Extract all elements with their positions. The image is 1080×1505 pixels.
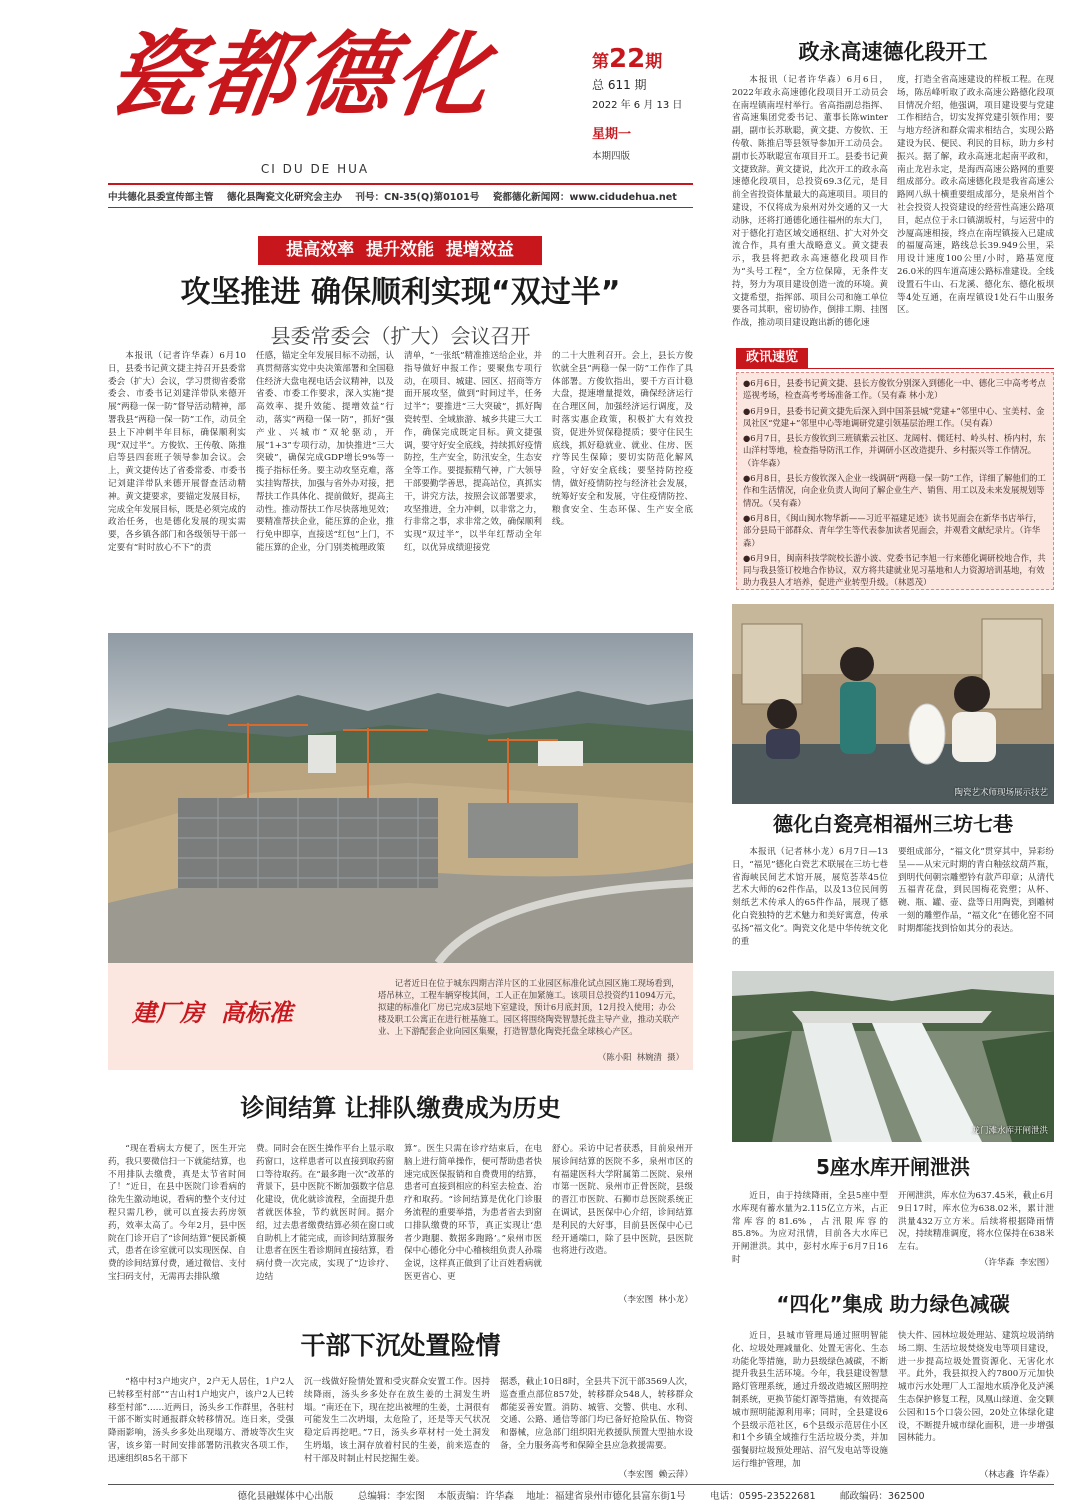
clinic-column-2: 费。同时会在医生操作平台上显示取药窗口，这样患者可以直接到取药窗口等待取药。在“最多跑一次”改革的背景下，县中医院不断加强数字信息化建设，优化就诊流程，全面提升患者就医体验，节约就医时间。据介绍，过去患者缴费结算必须在窗口或自助机上才能完成，而诊间结算服务让患者在医生看诊期间直接结算，看病付费一次完成，实现了“边诊疗、边结 bbox=[256, 1144, 394, 1282]
brief-item: ●6月9日，闽南科技学院校长游小波、党委书记李旭一行来德化调研校地合作，共同与我县签订校地合作协议，双方将共建就业见习基地和人力资源培训基地，有效助力我县人才培养，促进产业转型升级。（林恩茂） bbox=[743, 552, 1046, 588]
reservoir-photo-caption: 龙门滩水库开闸泄洪 bbox=[971, 1126, 1048, 1136]
reservoir-headline: 5座水库开闸泄洪 bbox=[816, 1155, 970, 1179]
reservoir-photo bbox=[732, 971, 1054, 1142]
reservoir-credit: （许华森 李宏图） bbox=[979, 1258, 1054, 1268]
masthead-pinyin: CI DU DE HUA bbox=[260, 162, 370, 176]
ceramic-column-2: 要组成部分，“福文化”贯穿其中，异彩纷呈——从宋元时期的青白釉弦纹葫芦瓶，到明代何朝宗雕塑钤有款芦印章；从清代五福青花盘，到民国梅花瓷塑；从杯、碗、瓶、罐、壶、盘等日用陶瓷，到雕树一刻的雕塑作品，“福文化”在德化窑不同时期都能找到恰如其分的表达。 bbox=[898, 847, 1054, 934]
issue-suffix: 期 bbox=[645, 52, 663, 72]
reservoir-column-1: 近日，由于持续降雨，全县5座中型水库现有蓄水量为2.115亿立方米，占正常库容的81.6%，占汛限库容的85.8%。为应对汛情，目前各大水库已开闸泄洪。其中，彭村水库于6月7日16时 bbox=[732, 1191, 888, 1265]
lead-column-4: 的二十大胜利召开。会上，县长方俊钦就全县“两稳一保一防”工作作了具体部署。方俊钦指出，要千方百计稳大盘，提速增量提效，确保经济运行在合理区间，加强经济运行调度，及时落实惠企政策，积极扩大有效投资，促进外贸保稳提质；要守住民生底线，抓好稳就业、就业、住房、医疗等民生保障；要切实防范化解风险，守好安全底线；要坚持防控疫情，做好疫情防控与经济社会发展，统筹好安全和发展，守住疫情防控、粮食安全、生态环保、生产安全底线。 bbox=[552, 351, 693, 528]
brief-title: 政讯速览 bbox=[736, 348, 808, 368]
footer-text: 德化县融媒体中心出版 总编辑：李宏图 本版责编：许华森 地址：福建省泉州市德化县富东街1号 电话：0595-23522681 邮政编码：362500 bbox=[237, 1491, 925, 1502]
ceramic-photo bbox=[732, 604, 1054, 804]
brief-item: ●6月9日，县委书记黄文捷先后深入到中国茶县城“党建+”邻里中心、宝美村、金凤社区“党建+”邻里中心等地调研党建引领基层治理工作。（吴有森） bbox=[743, 405, 1045, 428]
photo-caption-text: 记者近日在位于城东四期吉洋片区的工业园区标准化试点园区施工现场看到，塔吊林立，工程车辆穿梭其间，工人正在加紧施工。该项目总投资约11094万元，拟建的标准化厂房已完成3层地下室建设，预计6月底封顶，12月投入使用；办公楼及职工公寓正在进行桩基施工。园区将围绕陶瓷智慧托盘主导产业，推动关联产业、上下游配套企业向园区集聚，打造智慧化陶瓷托盘全球核心产区。 bbox=[378, 978, 682, 1036]
lead-column-2: 任感，锚定全年发展目标不动摇，认真贯彻落实党中央决策部署和全国稳住经济大盘电视电话会议精神，以及省委、市委工作要求，深入实施“提高效率、提升效能、提增效益”行动，落实“两稳一保一防”，抓好“强产业、兴城市”双轮驱动，开展“1+3”专项行动，加快推进“三大突破”，确保完成GDP增长9%等一揽子指标任务。要主动攻坚克难，落实挂钩帮扶，加强与省外办对接，把帮扶工作具体化、提前做好，提高主动性。推动帮扶工作尽快落地见效；要精准帮扶企业，能压算的企业，推行免申即享，直接送“红包”上门，不能压算的企业，分门别类梳理政策 bbox=[256, 351, 394, 553]
lead-subhead: 县委常委会（扩大）会议召开 bbox=[270, 324, 531, 348]
ceramic-headline: 德化白瓷亮相福州三坊七巷 bbox=[773, 812, 1013, 836]
total-issue: 总 611 期 bbox=[592, 78, 647, 92]
masthead-logo-text: 瓷都德化 bbox=[100, 21, 500, 129]
weekday: 星期一 bbox=[592, 127, 632, 142]
reservoir-illustration bbox=[732, 971, 1054, 1142]
cadre-credit: （李宏图 赖云萍） bbox=[618, 1470, 693, 1480]
clinic-column-3: 算”。医生只需在诊疗结束后，在电脑上进行简单操作，便可帮助患者快速完成医保报销和自费费用的结算，患者可直接到相应的科室去检查、治疗和取药。“诊间结算是优化门诊服务流程的重要举措，为患者省去到窗口排队缴费的环节，真正实现让‘患者少跑腿、数据多跑路’。”泉州市医保中心德化分中心稽核组负责人孙瑞金说，这样真正做到了让百姓看病就医更省心、更 bbox=[404, 1144, 542, 1282]
green-headline: “四化”集成 助力绿色减碳 bbox=[776, 1292, 1010, 1316]
clinic-credit: （李宏图 林小龙） bbox=[618, 1295, 693, 1305]
lead-headline: 攻坚推进 确保顺利实现“双过半” bbox=[180, 275, 621, 310]
reservoir-column-2: 开闸泄洪，库水位为637.45米，截止6月9日17时，库水位为638.02米，累计泄洪量432万立方米。后续将根据降雨情况，持续精准调度，将水位保持在638米左右。 bbox=[898, 1191, 1054, 1253]
issue-prefix: 第 bbox=[592, 52, 609, 72]
issue-number: 22 bbox=[609, 44, 646, 74]
lead-column-3: 清单，“一张纸”精准推送给企业，并指导做好申报工作；要聚焦专项行动，在项目、城建、园区、招商等方面开展攻坚，做到“时间过半，任务过半”；要推进“三大突破”，抓好陶瓷转型、全域旅游、城乡共建三大工作，确保完成既定目标。黄文捷强调，要守好安全底线，持续抓好疫情防控，生产安全，防汛安全，生态安全等工作。要提振精气神，广大领导干部要勤学善思，提高站位，真抓实干，讲究方法，按照会议部署要求，攻坚推进，全力冲刺，以非常之力，行非常之事，求非常之效，确保顺利实现“双过半”，以半年红帮动全年红，以优异成绩迎接党 bbox=[404, 351, 542, 553]
photo-caption-box bbox=[108, 963, 693, 1070]
cadre-column-3: 据悉，截止10日8时，全县共下沉干部3569人次，巡查重点部位857处，转移群众548人，转移群众都能妥善安置。消防、城管、交警、供电、水利、交通、公路、通信等部门均已备好抢险队伍、物资和器械，应急部门组织阳光救援队预置大型抽水设备，全力服务高考和保障全县应急救援需要。 bbox=[500, 1377, 693, 1451]
masthead-logo bbox=[100, 20, 538, 130]
highway-headline: 政永高速德化段开工 bbox=[798, 40, 988, 64]
ceramic-photo-caption: 陶瓷艺术师现场展示技艺 bbox=[954, 788, 1048, 798]
lead-column-1: 本报讯（记者许华森）6月10日，县委书记黄文捷主持召开县委常委会（扩大）会议，学习贯彻省委常委会、市委书记刘建洋带队来德开展“两稳一保一防”督导活动精神，部署我县“两稳一保一防”工作，动员全县上下冲刺半年目标，确保顺利实现“双过半”。方俊钦、王传敬、陈推启等县四套班子领导参加会议。会上，黄文捷传达了省委常委、市委书记刘建洋带队来德开展督查活动精神。黄文捷要求，要锚定发展目标，完成全年发展目标，既是必须完成的政治任务，也是德化发展的现实需要，各乡镇各部门和各级领导干部一定要有“时时放心不下”的责 bbox=[108, 351, 246, 553]
construction-illustration bbox=[108, 633, 693, 963]
masthead-rule-bottom bbox=[108, 207, 693, 208]
construction-photo bbox=[108, 633, 693, 963]
clinic-column-1: “现在看病太方便了，医生开完药，我只要微信扫一下就能结算，也不用排队去缴费，真是太节省时间了！”近日，在县中医院门诊看病的徐先生激动地说，看病的整个支付过程只需几秒，就可以直接去药房领药，效率太高了。今年2月，县中医院在门诊开启了“诊间结算”便民新模式，患者在诊室就可以实现医保、自费的诊间结算付费，通过微信、支付宝扫码支付，无需再去排队缴 bbox=[108, 1144, 246, 1282]
issue-block bbox=[592, 44, 702, 162]
green-column-1: 近日，县城市管理局通过照明智能化、垃圾处理减量化、处置无害化、生态功能化等措施，助力县级绿色减碳，不断提升我县生活环境。今年，我县建设智慧路灯管理系统，通过升级改造城区照明控制系统，更换节能灯源等措施，有效提高城市照明能源利用率；同时，全县建设6个县级示范社区，6个县级示范居住小区和1个乡镇全域推行生活垃圾分类，并加强餐厨垃圾预处理站、沼气发电站等设施运行维护管理，加 bbox=[732, 1331, 888, 1469]
highway-column-2: 度，打造全省高速建设的样板工程。在现场，陈岳峰听取了政永高速公路德化段项目情况介绍，他强调，项目建设要与党建工作相结合，切实发挥党建引领作用；要与地方经济和群众需求相结合，实现公路建设为民、便民、利民的目标，助力乡村振兴。据了解，政永高速北起南平政和，南止龙岩永定，是海西高速公路网的重要组成部分。政永高速德化段是我省高速公路网八纵十横重要组成部分，是泉州首个社会投资人投资建设的经营性高速公路项目，起点位于永口镇湖坂村，与运营中的沙厦高速相接，终点在南埕镇接入已建成的福厦高速，路线总长39.949公里，采用设计速度100公里/小时，路基宽度26.0米的四车道高速公路标准建设。全线设置石牛山、石龙溪、德化东、德化板坝等4处互通，在南埕镇设1处石牛山服务区。 bbox=[897, 75, 1054, 316]
photo-caption-credit: （陈小阳 林婉清 摄） bbox=[597, 1052, 684, 1062]
brief-item: ●6月8日，《闽山闽水物华新——习近平福建足迹》读书见面会在新华书店举行，部分县局干部群众、青年学生等代表参加读者见面会，并观看文献纪录片。（许华森） bbox=[743, 512, 1042, 548]
brief-item: ●6月8日，县长方俊钦深入企业一线调研“两稳一保一防”工作，详细了解他们的工作和生活情况，向企业负责人询问了解企业生产、销售、用工以及未来发展规划等情况。（吴有森） bbox=[743, 473, 1046, 508]
photo-caption-title: 建厂房 高标准 bbox=[132, 998, 293, 1027]
masthead-rule-top bbox=[108, 183, 693, 185]
ceramic-illustration bbox=[732, 604, 1054, 804]
lead-banner: 提高效率 提升效能 提增效益 bbox=[258, 236, 542, 265]
brief-rule bbox=[736, 368, 1054, 369]
green-credit: （林志鑫 许华森） bbox=[979, 1470, 1054, 1480]
brief-box bbox=[732, 346, 1054, 592]
masthead-info-line: 中共德化县委宣传部主管 德化县陶瓷文化研究会主办 刊号：CN-35(Q)第0101号 瓷都德化新闻网：www.cidudehua.net bbox=[108, 192, 677, 203]
clinic-headline: 诊间结算 让排队缴费成为历史 bbox=[240, 1094, 561, 1122]
cadre-headline: 干部下沉处置险情 bbox=[300, 1331, 501, 1360]
footer-rule bbox=[108, 1484, 1054, 1485]
brief-item: ●6月7日，县长方俊钦到三班镇紫云社区、龙阔村、儒廷村、岭头村、桥内村，东山洋村等地，检查指导防汛工作，并调研小区改造提升、乡村振兴等工作情况。（许华森） bbox=[743, 433, 1046, 468]
brief-item: ●6月6日，县委书记黄文捷、县长方俊钦分别深入到德化一中、德化三中高考考点巡视考场，检查高考考场准备工作。（吴有森 林小龙） bbox=[743, 378, 1046, 401]
ceramic-column-1: 本报讯（记者林小龙）6月7日—13日，“福见”德化白瓷艺术联展在三坊七巷省海峡民间艺术馆开展，展览荟萃45位艺术大师的62件作品，以及13位民间剪刻纸艺术传承人的65件作品，展现了德化白瓷独特的艺术魅力和美好寓意，传承弘扬“福文化”。陶瓷文化是中华传统文化的重 bbox=[732, 847, 888, 947]
cadre-column-2: 沉一线做好险情处置和受灾群众安置工作。因持续降雨，汤头乡多处存在放生姜的土洞发生坍塌。“南还在下，现在挖出被埋的生姜，土洞很有可能发生二次坍塌，太危险了，还是等天气状况稳定后再挖吧。”7日，汤头乡草材村一处土洞发生坍塌，该土洞存放着村民的生姜，前来巡查的村干部及时制止村民挖掘生姜。 bbox=[304, 1377, 490, 1464]
cadre-column-1: “格中村3户地灾户，2户无人居住，1户2人已转移至村部”“吉山村1户地灾户，该户2人已转移至村部”……近两日，汤头乡工作群里，各驻村干部不断实时通报群众转移情况。连日来，受强降雨影响，汤头乡多处出现塌方、滑坡等次生灾害，该乡第一时间安排部署防汛救灾各项工作，迅速组织85名干部下 bbox=[108, 1377, 294, 1464]
edition: 本期四版 bbox=[592, 151, 631, 162]
green-column-2: 快大件、园林垃圾处理站、建筑垃圾消纳场二期、生活垃圾焚烧发电等项目建设，进一步提高垃圾处置资源化、无害化水平。此外，我县拟投入约7800万元加快城市污水处理厂人工湿地水质净化及泸溪生态保护修复工程，凤凰山绿道、金交颗公园和15个口袋公园，20处立体绿化建设，不断提升城市绿化面积，进一步增强园林能力。 bbox=[898, 1331, 1054, 1444]
issue-date: 2022 年 6 月 13 日 bbox=[592, 100, 683, 111]
brief-body bbox=[736, 372, 1054, 590]
clinic-column-4: 舒心。采访中记者获悉，目前泉州开展诊间结算的医院不多，泉州市区的有福建医科大学附属第二医院、泉州市第一医院、泉州市正骨医院，县级的晋江市医院、石狮市总医院系统正在调试，县医保中心介绍，诊间结算是利民的大好事，目前县医保中心已经开通端口，除了县中医院，县医院也将进行改造。 bbox=[552, 1144, 693, 1257]
highway-column-1: 本报讯（记者许华森）6月6日，2022年政永高速德化段项目开工动员会在南埕镇南埕村举行。省高指副总指挥、省高速集团党委书记、董事长陈winter副，副市长苏耿聪，黄文捷、方俊钦、王传敬、陈推启等县领导参加开工动员会。副市长苏耿聪宣布项目开工。县委书记黄文捷致辞。黄文捷说，此次开工的政永高速德化段项目，总投资69.3亿元，是目前全省投资体量最大的高速项目。项目的建设，不仅将成为泉州对外交通的又一大动脉，还将打通德化通往福州的东大门，对于德化打造区域交通枢纽、扩大对外交流合作，具有重大战略意义。黄文捷表示，我县将把政永高速德化段项目作为“头号工程”，全方位保障，无条件支持，努力为项目建设创造一流的环境。黄文捷希望，指挥部、项目公司和施工单位要各司其职，密切协作，倒排工期、挂图作战，推动项目建设跑出新的德化速 bbox=[732, 75, 888, 329]
